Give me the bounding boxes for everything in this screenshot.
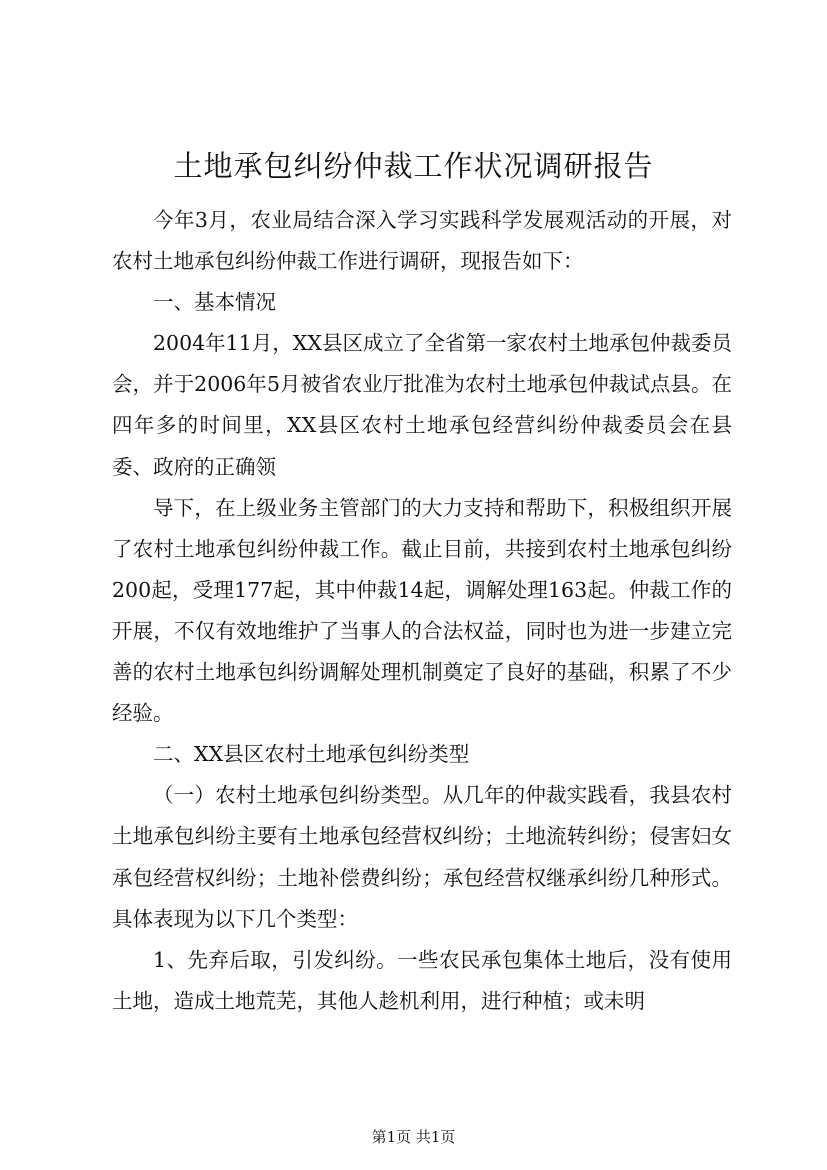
document-title: 土地承包纠纷仲裁工作状况调研报告 [173, 149, 654, 183]
page-footer: 第1页 共1页 [371, 1128, 456, 1146]
document-body [112, 200, 732, 1022]
heading-dispute-types: 二、XX县区农村土地承包纠纷类型 [153, 742, 470, 767]
paragraph-dispute-categories: （一）农村土地承包纠纷类型。从几年的仲裁实践看，我县农村土地承包纠纷主要有土地承包经营权纠纷；土地流转纠纷；侵害妇女承包经营权纠纷；土地补偿费纠纷；承包经营权继承纠纷几种形式。具体表现为以下几个类型： [112, 783, 732, 931]
paragraph-type-one: 1、先弃后取，引发纠纷。一些农民承包集体土地后，没有使用土地，造成土地荒芜，其他人趁机利用，进行种植；或未明 [112, 947, 732, 1013]
paragraph-intro: 今年3月，农业局结合深入学习实践科学发展观活动的开展，对农村土地承包纠纷仲裁工作进行调研，现报告如下： [112, 208, 732, 274]
heading-basic-situation: 一、基本情况 [153, 290, 276, 315]
paragraph-establishment: 2004年11月，XX县区成立了全省第一家农村土地承包仲裁委员会，并于2006年5月被省农业厅批准为农村土地承包仲裁试点县。在四年多的时间里，XX县区农村土地承包经营纠纷仲裁委员会在县委、政府的正确领 [112, 331, 732, 479]
paragraph-achievements: 导下，在上级业务主管部门的大力支持和帮助下，积极组织开展了农村土地承包纠纷仲裁工作。截止目前，共接到农村土地承包纠纷200起，受理177起，其中仲裁14起，调解处理163起。仲裁工作的开展，不仅有效地维护了当事人的合法权益，同时也为进一步建立完善的农村土地承包纠纷调解处理机制奠定了良好的基础，积累了不少经验。 [112, 495, 732, 726]
